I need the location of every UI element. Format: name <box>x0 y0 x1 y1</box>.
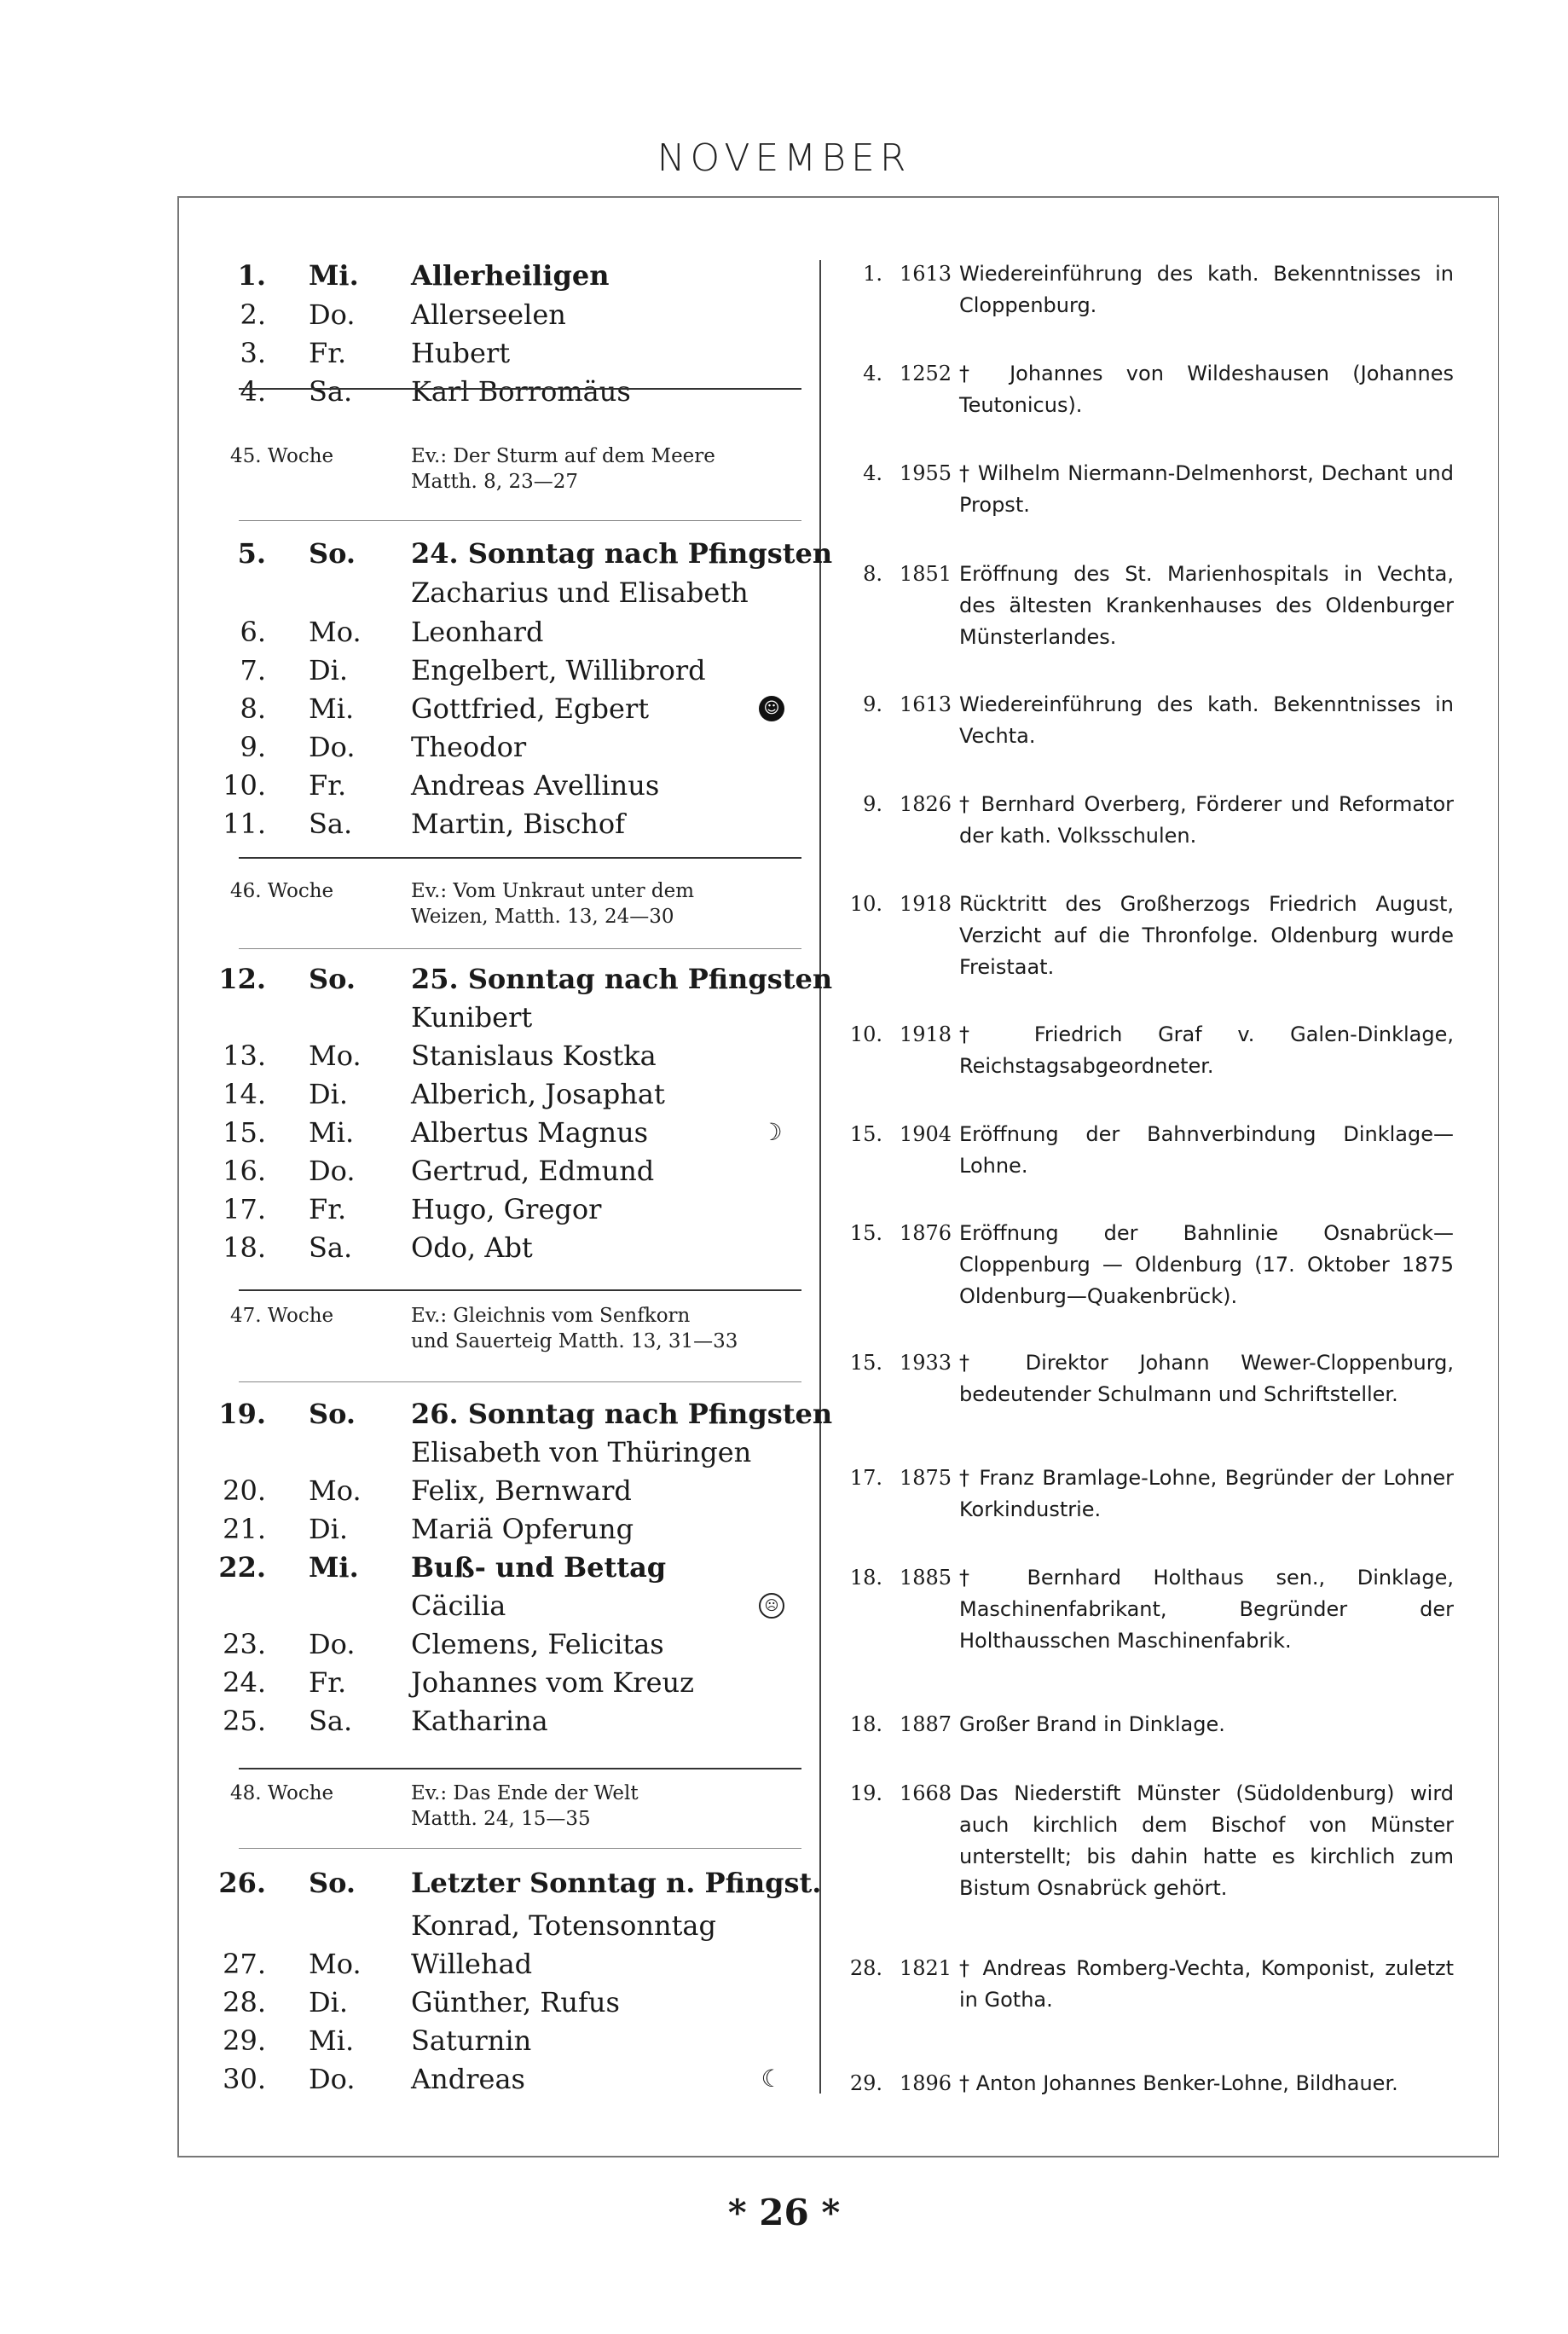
weekday: Do. <box>309 1155 356 1187</box>
moon-phase-waning-icon: ☽ <box>761 1118 783 1146</box>
week-label: 46. Woche <box>230 880 334 902</box>
day-row <box>213 1625 793 1664</box>
event-text: Eröffnung des St. Marienhospitals in Vechta, des ältesten Krankenhauses des Oldenburger Münsterlandes. <box>959 562 1454 649</box>
moon-phase-waxing-icon: ☾ <box>761 2065 783 2093</box>
event-day: 1. <box>863 262 882 286</box>
day-row <box>213 256 793 295</box>
event-text: Das Niederstift Münster (Südoldenburg) wird auch kirchlich dem Bischof von Münster unterstellt; bis dahin hatte es kirchlich zum Bistum Osnabrück gehört. <box>959 1781 1454 1900</box>
day-row <box>213 651 793 690</box>
day-row <box>213 1906 793 1945</box>
day-number: 10. <box>223 769 266 802</box>
day-number: 8. <box>240 692 266 725</box>
saint-name: Konrad, Totensonntag <box>411 1909 716 1942</box>
week-label: 45. Woche <box>230 445 334 467</box>
event-day: 19. <box>849 1781 882 1805</box>
moon-phase-new-icon: ☹ <box>759 1593 784 1619</box>
weekday: Di. <box>309 1078 349 1110</box>
saint-name: Katharina <box>411 1705 548 1737</box>
weekday: Mo. <box>309 1040 362 1072</box>
day-number: 29. <box>223 2024 266 2057</box>
saint-name: Saturnin <box>411 2024 532 2057</box>
day-row <box>213 1228 793 1267</box>
saint-name: Karl Borromäus <box>411 375 631 408</box>
saint-name: Gertrud, Edmund <box>411 1155 655 1187</box>
event-year: 1613 <box>900 262 952 286</box>
saint-name: Mariä Opferung <box>411 1513 634 1545</box>
event-year: 1851 <box>900 562 952 586</box>
section-rule <box>239 1381 801 1382</box>
event-year: 1955 <box>900 461 952 485</box>
event-text: † Wilhelm Niermann-Delmenhorst, Dechant und Propst. <box>959 461 1454 517</box>
weekday: Mo. <box>309 616 362 648</box>
day-number: 28. <box>223 1986 266 2018</box>
event-day: 15. <box>849 1351 882 1375</box>
weekday: Mi. <box>309 259 359 292</box>
event-day: 4. <box>863 461 882 485</box>
day-row <box>213 1433 793 1472</box>
event-text: † Anton Johannes Benker-Lohne, Bildhauer. <box>959 2071 1398 2095</box>
saint-name: Alberich, Josaphat <box>411 1078 665 1110</box>
gospel-line: Ev.: Der Sturm auf dem Meere <box>411 445 715 467</box>
day-row <box>213 1863 822 1903</box>
event-text: † Direktor Johann Wewer-Cloppenburg, bedeutender Schulmann und Schriftsteller. <box>959 1351 1454 1406</box>
section-rule <box>239 857 801 859</box>
gospel-line: Matth. 24, 15—35 <box>411 1808 591 1830</box>
day-row <box>213 1190 793 1229</box>
day-row <box>213 1394 833 1433</box>
saint-name: Letzter Sonntag n. Pfingst. <box>411 1867 822 1899</box>
gospel-reading <box>411 1781 786 1832</box>
saint-name: Engelbert, Willibrord <box>411 654 706 686</box>
gospel-reading <box>411 1303 786 1354</box>
event-text: Eröffnung der Bahnlinie Osnabrück—Cloppenburg — Oldenburg (17. Oktober 1875 Oldenburg—Quakenbrück). <box>959 1221 1454 1308</box>
section-rule <box>239 388 801 390</box>
gospel-line: Weizen, Matth. 13, 24—30 <box>411 906 674 928</box>
event-text: † Franz Bramlage-Lohne, Begründer der Lohner Korkindustrie. <box>959 1466 1454 1521</box>
event-year: 1252 <box>900 362 952 385</box>
saint-name: Martin, Bischof <box>411 808 625 840</box>
event-day: 18. <box>849 1566 882 1590</box>
day-number: 1. <box>237 259 266 292</box>
weekday: So. <box>309 1867 356 1899</box>
day-row <box>213 804 793 843</box>
day-number: 16. <box>223 1155 266 1187</box>
day-number: 5. <box>237 537 266 570</box>
day-row <box>213 1701 793 1740</box>
saint-name: Buß- und Bettag <box>411 1551 667 1584</box>
event-year: 1918 <box>900 1022 952 1046</box>
event-text: † Friedrich Graf v. Galen-Dinklage, Reichstagsabgeordneter. <box>959 1022 1454 1078</box>
day-number: 30. <box>223 2063 266 2095</box>
weekday: Do. <box>309 731 356 763</box>
day-row <box>213 1663 793 1702</box>
day-row <box>213 959 833 999</box>
weekday: Mo. <box>309 1948 362 1980</box>
weekday: Sa. <box>309 1231 353 1264</box>
day-row <box>213 1548 793 1587</box>
day-row <box>213 573 793 612</box>
weekday: So. <box>309 537 356 570</box>
saint-name: Andreas Avellinus <box>411 769 660 802</box>
saint-name: Hubert <box>411 337 511 369</box>
weekday: Do. <box>309 2063 356 2095</box>
day-row <box>213 534 833 573</box>
event-text: † Johannes von Wildeshausen (Johannes Teutonicus). <box>959 362 1454 417</box>
weekday: Mi. <box>309 2024 355 2057</box>
moon-phase-full-icon: ☺ <box>759 696 784 721</box>
day-number: 20. <box>223 1474 266 1507</box>
day-number: 11. <box>223 808 266 840</box>
gospel-line: Ev.: Vom Unkraut unter dem <box>411 880 695 902</box>
saint-name: Kunibert <box>411 1001 533 1034</box>
weekday: Di. <box>309 1986 349 2018</box>
saint-name: Allerseelen <box>411 298 566 331</box>
saint-name: Felix, Bernward <box>411 1474 632 1507</box>
section-rule <box>239 948 801 949</box>
day-row <box>213 2059 793 2099</box>
event-year: 1876 <box>900 1221 952 1245</box>
page-number: * 26 * <box>727 2192 841 2233</box>
weekday: Mi. <box>309 1551 359 1584</box>
week-label: 47. Woche <box>230 1305 334 1327</box>
day-row <box>213 727 793 767</box>
day-number: 14. <box>223 1078 266 1110</box>
saint-name: Odo, Abt <box>411 1231 533 1264</box>
event-year: 1933 <box>900 1351 952 1375</box>
event-day: 10. <box>849 1022 882 1046</box>
saint-name: 25. Sonntag nach Pfingsten <box>411 963 833 995</box>
event-day: 28. <box>849 1956 882 1980</box>
day-number: 19. <box>218 1398 266 1430</box>
saint-name: 26. Sonntag nach Pfingsten <box>411 1398 833 1430</box>
day-row <box>213 1113 793 1152</box>
day-number: 6. <box>240 616 266 648</box>
event-day: 17. <box>849 1466 882 1490</box>
saint-name: Andreas <box>411 2063 525 2095</box>
day-number: 26. <box>218 1867 266 1899</box>
weekday: Di. <box>309 654 349 686</box>
gospel-line: Matth. 8, 23—27 <box>411 471 578 493</box>
gospel-line: und Sauerteig Matth. 13, 31—33 <box>411 1330 738 1352</box>
weekday: Mo. <box>309 1474 362 1507</box>
weekday: Fr. <box>309 769 347 802</box>
event-year: 1896 <box>900 2071 952 2095</box>
event-text: Großer Brand in Dinklage. <box>959 1712 1225 1736</box>
weekday: Sa. <box>309 808 353 840</box>
day-number: 18. <box>223 1231 266 1264</box>
day-row <box>213 998 793 1037</box>
event-year: 1613 <box>900 692 952 716</box>
day-row <box>213 295 793 334</box>
event-text: Rücktritt des Großherzogs Friedrich August, Verzicht auf die Thronfolge. Oldenburg wurde Freistaat. <box>959 892 1454 979</box>
weekday: Di. <box>309 1513 349 1545</box>
day-row <box>213 1074 793 1114</box>
weekday: Fr. <box>309 1193 347 1225</box>
saint-name: Leonhard <box>411 616 544 648</box>
day-row <box>213 612 793 652</box>
event-day: 29. <box>849 2071 882 2095</box>
gospel-line: Ev.: Das Ende der Welt <box>411 1782 639 1804</box>
weekday: Fr. <box>309 1666 347 1699</box>
gospel-reading <box>411 443 786 495</box>
event-day: 9. <box>863 692 882 716</box>
saint-name: Gottfried, Egbert <box>411 692 650 725</box>
saint-name: Willehad <box>411 1948 533 1980</box>
day-row <box>213 766 793 805</box>
week-label: 48. Woche <box>230 1782 334 1804</box>
gospel-reading <box>411 878 786 930</box>
section-rule <box>239 520 801 521</box>
event-day: 15. <box>849 1221 882 1245</box>
saint-name: Elisabeth von Thüringen <box>411 1436 752 1468</box>
event-day: 18. <box>849 1712 882 1736</box>
weekday: Fr. <box>309 337 347 369</box>
page-title: NOVEMBER <box>657 136 911 180</box>
event-text: † Bernhard Holthaus sen., Dinklage, Maschinenfabrikant, Begründer der Holthausschen Maschinenfabrik. <box>959 1566 1454 1653</box>
day-row <box>213 333 793 373</box>
section-rule <box>239 1848 801 1849</box>
day-row <box>213 1944 793 1984</box>
day-row <box>213 372 793 411</box>
day-number: 7. <box>240 654 266 686</box>
event-text: Eröffnung der Bahnverbindung Dinklage—Lohne. <box>959 1122 1454 1178</box>
event-day: 8. <box>863 562 882 586</box>
day-number: 17. <box>223 1193 266 1225</box>
day-row <box>213 2021 793 2060</box>
section-rule <box>239 1289 801 1291</box>
event-day: 10. <box>849 892 882 916</box>
section-rule <box>239 1768 801 1769</box>
event-year: 1826 <box>900 792 952 816</box>
event-text: † Bernhard Overberg, Förderer und Reformator der kath. Volksschulen. <box>959 792 1454 848</box>
saint-name: Zacharius und Elisabeth <box>411 576 749 609</box>
day-number: 4. <box>240 375 266 408</box>
saint-name: Cäcilia <box>411 1590 506 1622</box>
weekday: Mi. <box>309 692 355 725</box>
saint-name: Hugo, Gregor <box>411 1193 602 1225</box>
event-year: 1668 <box>900 1781 952 1805</box>
day-number: 3. <box>240 337 266 369</box>
weekday: So. <box>309 1398 356 1430</box>
saint-name: Allerheiligen <box>411 259 610 292</box>
weekday: So. <box>309 963 356 995</box>
saint-name: Albertus Magnus <box>411 1116 649 1149</box>
saint-name: Stanislaus Kostka <box>411 1040 657 1072</box>
day-row <box>213 1151 793 1190</box>
event-text: Wiedereinführung des kath. Bekenntnisses in Vechta. <box>959 692 1454 748</box>
day-number: 12. <box>218 963 266 995</box>
saint-name: Clemens, Felicitas <box>411 1628 664 1660</box>
day-number: 24. <box>223 1666 266 1699</box>
event-day: 4. <box>863 362 882 385</box>
gospel-line: Ev.: Gleichnis vom Senfkorn <box>411 1305 691 1327</box>
event-text: Wiedereinführung des kath. Bekenntnisses in Cloppenburg. <box>959 262 1454 317</box>
event-text: † Andreas Romberg-Vechta, Komponist, zuletzt in Gotha. <box>959 1956 1454 2012</box>
day-number: 2. <box>240 298 266 331</box>
day-row <box>213 1509 793 1549</box>
event-day: 9. <box>863 792 882 816</box>
weekday: Sa. <box>309 375 353 408</box>
day-row <box>213 1036 793 1075</box>
saint-name: Günther, Rufus <box>411 1986 620 2018</box>
day-number: 27. <box>223 1948 266 1980</box>
day-number: 15. <box>223 1116 266 1149</box>
event-year: 1887 <box>900 1712 952 1736</box>
weekday: Do. <box>309 298 356 331</box>
day-row <box>213 689 793 728</box>
day-row <box>213 1471 793 1510</box>
day-number: 9. <box>240 731 266 763</box>
day-number: 21. <box>223 1513 266 1545</box>
day-number: 23. <box>223 1628 266 1660</box>
day-number: 25. <box>223 1705 266 1737</box>
event-year: 1821 <box>900 1956 952 1980</box>
saint-name: Theodor <box>411 731 527 763</box>
event-year: 1904 <box>900 1122 952 1146</box>
event-year: 1918 <box>900 892 952 916</box>
weekday: Mi. <box>309 1116 355 1149</box>
event-day: 15. <box>849 1122 882 1146</box>
weekday: Do. <box>309 1628 356 1660</box>
day-row <box>213 1586 793 1625</box>
saint-name: 24. Sonntag nach Pfingsten <box>411 537 833 570</box>
event-year: 1885 <box>900 1566 952 1590</box>
day-number: 22. <box>218 1551 266 1584</box>
day-number: 13. <box>223 1040 266 1072</box>
weekday: Sa. <box>309 1705 353 1737</box>
saint-name: Johannes vom Kreuz <box>411 1666 694 1699</box>
event-year: 1875 <box>900 1466 952 1490</box>
day-row <box>213 1983 793 2022</box>
